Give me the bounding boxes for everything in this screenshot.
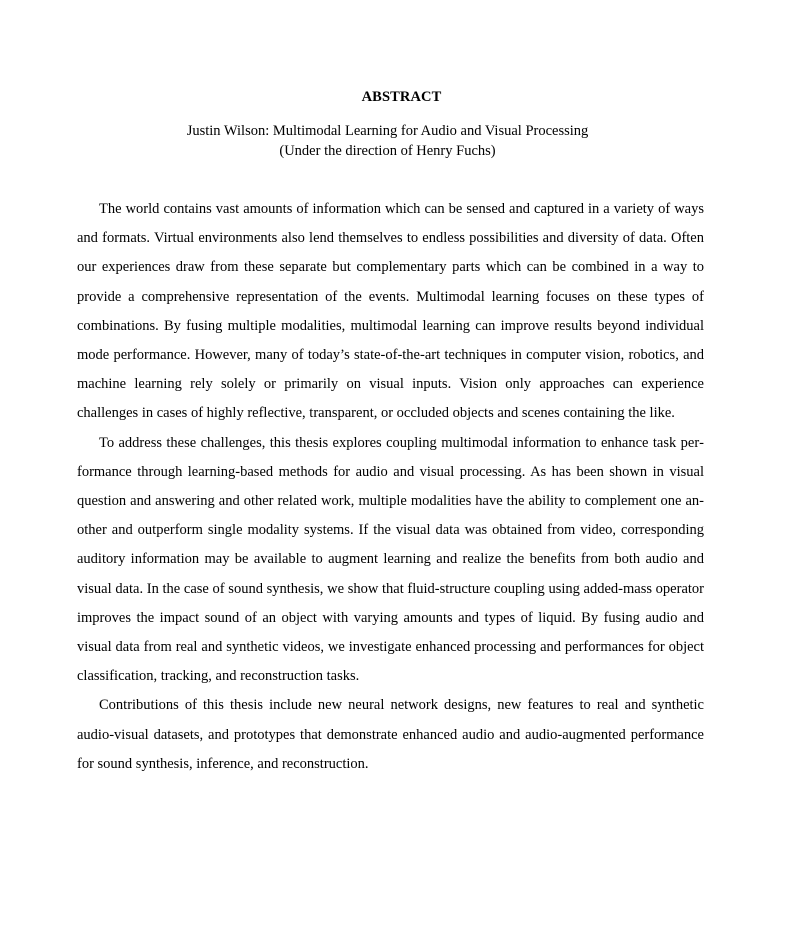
abstract-paragraph-3: Contributions of this thesis include new neural network designs, new features to real and synthetic audio-visual datasets, and prototypes that demonstrate enhanced audio and audio-augmented performance for sound synthesis, inference, and reconstruction. [77,697,704,772]
abstract-body [77,195,704,779]
abstract-paragraph-1: The world contains vast amounts of information which can be sensed and captured in a variety of ways and formats. Virtual environments also lend themselves to endless possibilities and diversity of data. Often our experiences draw from these separate but complementary parts which can be combined in a way to provide a comprehensive representation of the events. Multimodal learning focuses on these types of combinations. By fusing multiple modalities, multimodal learning can improve results beyond individual mode performance. However, many of today’s state-of-the-art techniques in computer vision, robotics, and machine learning rely solely or primarily on visual inputs. Vision only approaches can experience challenges in cases of highly reflective, transparent, or occluded objects and scenes containing the like. [77,201,704,422]
author-title-line: Justin Wilson: Multimodal Learning for Audio and Visual Processing [186,123,589,139]
abstract-heading: ABSTRACT [361,89,442,105]
abstract-paragraph-2: To address these challenges, this thesis explores coupling multimodal information to enhance task performance through learning-based methods for audio and visual processing. As has been shown in visual question and answering and other related work, multiple modalities have the ability to complement one another and outperform single modality systems. If the visual data was obtained from video, corresponding auditory information may be available to augment learning and realize the benefits from both audio and visual data. In the case of sound synthesis, we show that fluid-structure coupling using added-mass operator improves the impact sound of an object with varying amounts and types of liquid. By fusing audio and visual data from real and synthetic videos, we investigate enhanced processing and performances for object classification, tracking, and reconstruction tasks. [77,434,704,685]
advisor-line: (Under the direction of Henry Fuchs) [279,143,496,159]
